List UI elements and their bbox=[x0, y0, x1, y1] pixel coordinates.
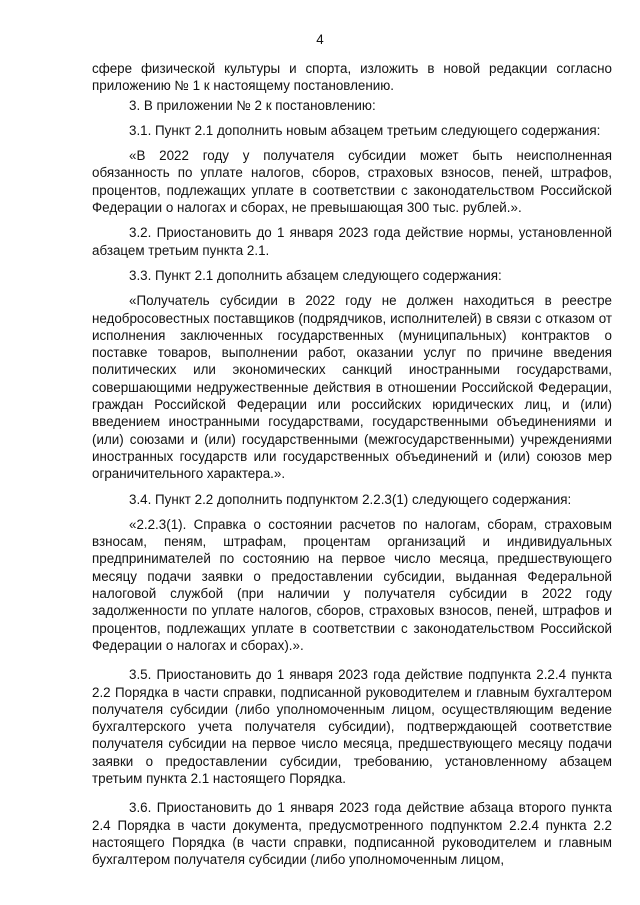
paragraph-item-3-5: 3.5. Приостановить до 1 января 2023 года действие подпункта 2.2.4 пункта 2.2 Порядка в части справки, подписанной руководителем и главным бухгалтером получателя субсидии (либо уполномоченным лицом, осуществляющим ведение бухгалтерского учета получателя субсидии), подтверждающей соответствие получателя субсидии на первое число месяца, предшествующего месяцу подачи заявки о предоставлении субсидии, требованию, установленному абзацем третьим пункта 2.1 настоящего Порядка. bbox=[92, 667, 612, 786]
paragraph-quote-3-1: «В 2022 году у получателя субсидии может быть неисполненная обязанность по уплате налогов, сборов, страховых взносов, пеней, штрафов, процентов, подлежащих уплате в соответствии с законодательством Российской Федерации о налогах и сборах, не превышающая 300 тыс. рублей.». bbox=[92, 148, 612, 216]
paragraph-item-3-1: 3.1. Пункт 2.1 дополнить новым абзацем третьим следующего содержания: bbox=[129, 122, 601, 138]
paragraph-quote-3-3: «Получатель субсидии в 2022 году не должен находиться в реестре недобросовестных поставщиков (подрядчиков, исполнителей) в связи с отказом от исполнения заключенных государственных (муниципальных) контрактов о поставке товаров, выполнении работ, оказании услуг по причине введения политических или экономических санкций иностранными государствами, совершающими недружественные действия в отношении Российской Федерации, граждан Российской Федерации или российских юридических лиц, и (или) введением иностранными государствами, государственными объединениями и (или) союзами и (или) государственными (межгосударственными) учреждениями иностранных государств или государственных объединений и (или) союзов мер ограничительного характера.». bbox=[92, 293, 612, 482]
paragraph-item-3-6: 3.6. Приостановить до 1 января 2023 года действие абзаца второго пункта 2.4 Порядка в части документа, предусмотренного подпунктом 2.2.4 пункта 2.2 настоящего Порядка (в части справки, подписанной руководителем и главным бухгалтером получателя субсидии (либо уполномоченным лицом, bbox=[92, 800, 612, 868]
document-body bbox=[92, 60, 612, 868]
paragraph-item-3-2: 3.2. Приостановить до 1 января 2023 года действие нормы, установленной абзацем третьим пункта 2.1. bbox=[92, 225, 612, 258]
paragraph-continuation: сфере физической культуры и спорта, изложить в новой редакции согласно приложению № 1 к настоящему постановлению. bbox=[92, 61, 612, 94]
paragraph-item-3-4: 3.4. Пункт 2.2 дополнить подпунктом 2.2.3(1) следующего содержания: bbox=[129, 491, 572, 507]
paragraph-item-3-3: 3.3. Пункт 2.1 дополнить абзацем следующего содержания: bbox=[129, 267, 502, 283]
paragraph-item-3: 3. В приложении № 2 к постановлению: bbox=[129, 97, 376, 113]
page-number: 4 bbox=[316, 32, 324, 47]
paragraph-quote-3-4: «2.2.3(1). Справка о состоянии расчетов по налогам, сборам, страховым взносам, пеням, штрафам, процентам организаций и индивидуальных предпринимателей по состоянию на первое число месяца, предшествующего месяцу подачи заявки о предоставлении субсидии, выданная Федеральной налоговой службой (при наличии у получателя субсидии в 2022 году задолженности по уплате налогов, сборов, страховых взносов, пеней, штрафов и процентов, подлежащих уплате в соответствии с законодательством Российской Федерации о налогах и сборах).». bbox=[92, 516, 612, 653]
